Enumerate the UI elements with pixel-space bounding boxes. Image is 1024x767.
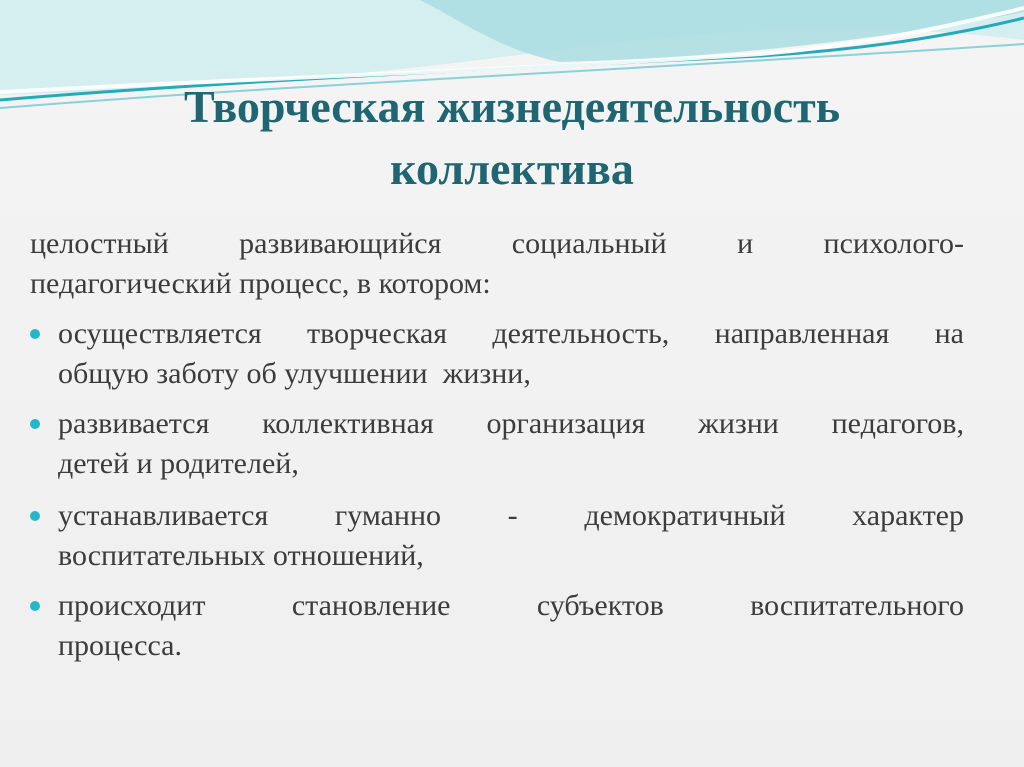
bullet-word: осуществляется [58, 317, 262, 350]
bullet-word: - [507, 499, 518, 532]
bullet-word: на [934, 317, 964, 350]
bullet-word: коллективная [262, 407, 434, 440]
intro-line-2: педагогический процесс, в котором: [30, 267, 491, 300]
bullet-word: демократичный [584, 499, 786, 532]
bullet-word: деятельность, [492, 317, 670, 350]
intro-word: развивающийся [239, 227, 442, 260]
bullet-word: происходит [58, 589, 206, 622]
bullet-dot [30, 511, 40, 521]
page-title-line-2: коллектива [390, 143, 634, 194]
bullet-word: характер [852, 499, 964, 532]
bullet-dot [30, 329, 40, 339]
bullet-word: гуманно [334, 499, 442, 532]
bullet-word: развивается [58, 407, 210, 440]
intro-word: и [737, 227, 754, 260]
bullet-4-line-2: процесса. [58, 629, 182, 662]
bullet-word: жизни [698, 407, 779, 440]
bullet-3-line-2: воспитательных отношений, [58, 539, 424, 572]
intro-word: социальный [511, 227, 667, 260]
intro-word: психолого- [823, 227, 964, 260]
page-title-line-1: Творческая жизнедеятельность [183, 81, 841, 132]
bullet-word: становление [291, 589, 451, 622]
bullet-dot [30, 419, 40, 429]
bullet-word: творческая [307, 317, 448, 350]
bullet-2-line-1 [58, 404, 964, 444]
bullet-2-line-2: детей и родителей, [58, 447, 299, 480]
bullet-1-line-1 [58, 314, 964, 354]
bullet-word: воспитательного [750, 589, 964, 622]
bullet-word: педагогов, [831, 407, 964, 440]
bullet-dot [30, 601, 40, 611]
bullet-1-line-2: общую заботу об улучшении жизни, [58, 357, 531, 390]
bullet-word: направленная [714, 317, 890, 350]
bullet-word: субъектов [536, 589, 664, 622]
intro-word: целостный [30, 227, 169, 260]
bullet-word: организация [486, 407, 646, 440]
bullet-4-line-1 [58, 586, 964, 626]
intro-line-1 [30, 224, 964, 264]
bullet-3-line-1 [58, 496, 964, 536]
bullet-word: устанавливается [58, 499, 269, 532]
